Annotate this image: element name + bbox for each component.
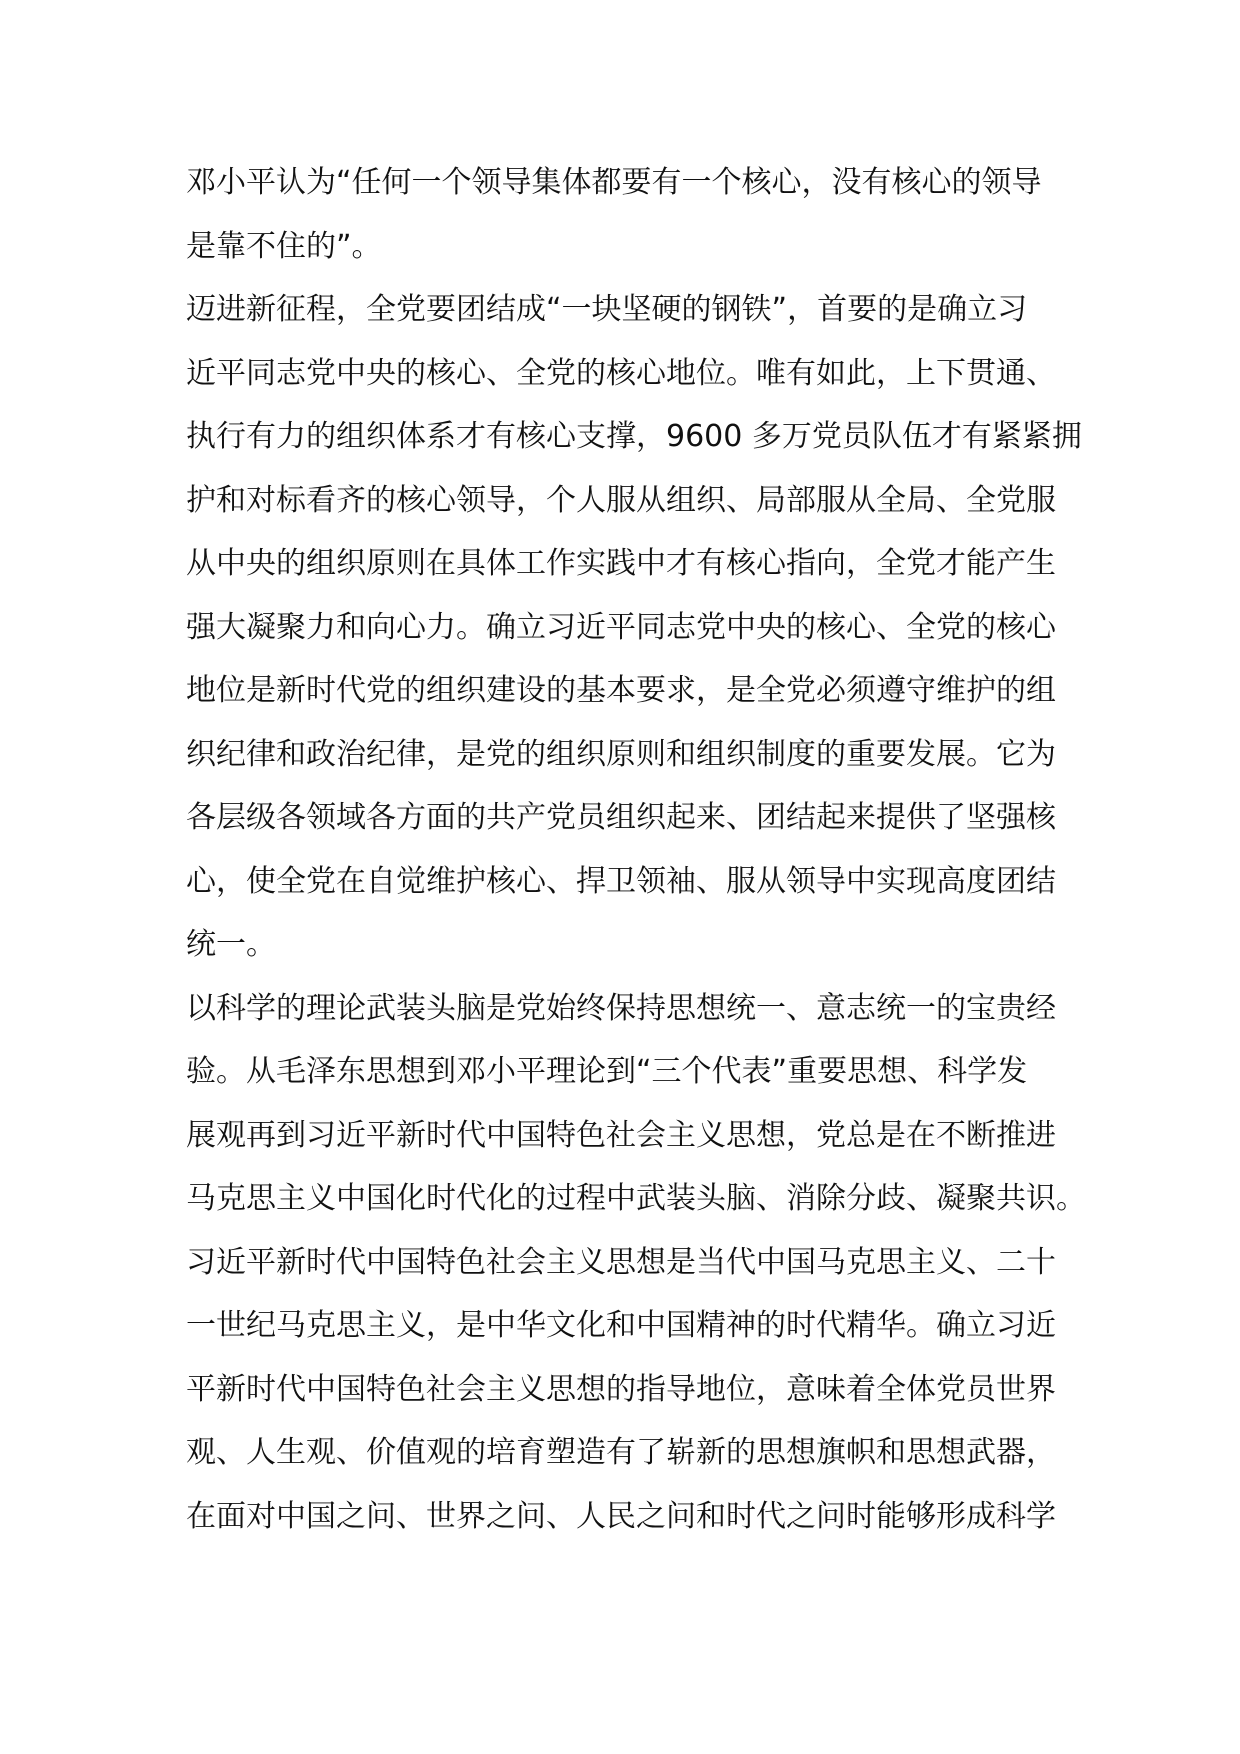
text-line: 观、人生观、价值观的培育塑造有了崭新的思想旗帜和思想武器， xyxy=(186,1435,1056,1470)
text-line: 各层级各领域各方面的共产党员组织起来、团结起来提供了坚强核 xyxy=(186,800,1056,835)
text-line: 邓小平认为“任何一个领导集体都要有一个核心，没有核心的领导 xyxy=(186,165,1042,200)
text-line: 习近平新时代中国特色社会主义思想是当代中国马克思主义、二十 xyxy=(186,1244,1056,1280)
text-line: 从中央的组织原则在具体工作实践中才有核心指向，全党才能产生 xyxy=(186,546,1056,581)
paragraph xyxy=(186,278,1082,977)
text-line: 验。从毛泽东思想到邓小平理论到“三个代表”重要思想、科学发 xyxy=(186,1054,1028,1089)
text-line: 近平同志党中央的核心、全党的核心地位。唯有如此，上下贯通、 xyxy=(186,355,1056,391)
text-line: 地位是新时代党的组织建设的基本要求，是全党必须遵守维护的组 xyxy=(186,673,1056,708)
text-line: 在面对中国之问、世界之问、人民之问和时代之问时能够形成科学 xyxy=(186,1498,1056,1534)
paragraph xyxy=(186,977,1086,1549)
text-line: 以科学的理论武装头脑是党始终保持思想统一、意志统一的宝贵经 xyxy=(186,990,1056,1026)
document-body xyxy=(186,151,1086,1548)
text-line: 执行有力的组织体系才有核心支撑，9600 多万党员队伍才有紧紧拥 xyxy=(186,419,1082,454)
text-line: 马克思主义中国化时代化的过程中武装头脑、消除分歧、凝聚共识。 xyxy=(186,1181,1086,1216)
text-line: 护和对标看齐的核心领导，个人服从组织、局部服从全局、全党服 xyxy=(186,482,1056,518)
text-line: 统一。 xyxy=(186,927,276,962)
text-line: 迈进新征程，全党要团结成“一块坚硬的钢铁”，首要的是确立习 xyxy=(186,292,1028,327)
text-line: 平新时代中国特色社会主义思想的指导地位，意味着全体党员世界 xyxy=(186,1371,1056,1407)
text-line: 是靠不住的”。 xyxy=(186,228,382,264)
text-line: 织纪律和政治纪律，是党的组织原则和组织制度的重要发展。它为 xyxy=(186,736,1056,772)
text-line: 强大凝聚力和向心力。确立习近平同志党中央的核心、全党的核心 xyxy=(186,609,1056,645)
text-line: 展观再到习近平新时代中国特色社会主义思想，党总是在不断推进 xyxy=(186,1117,1056,1153)
paragraph xyxy=(186,151,1066,278)
text-line: 心，使全党在自觉维护核心、捍卫领袖、服从领导中实现高度团结 xyxy=(186,863,1056,899)
text-line: 一世纪马克思主义，是中华文化和中国精神的时代精华。确立习近 xyxy=(186,1308,1056,1343)
